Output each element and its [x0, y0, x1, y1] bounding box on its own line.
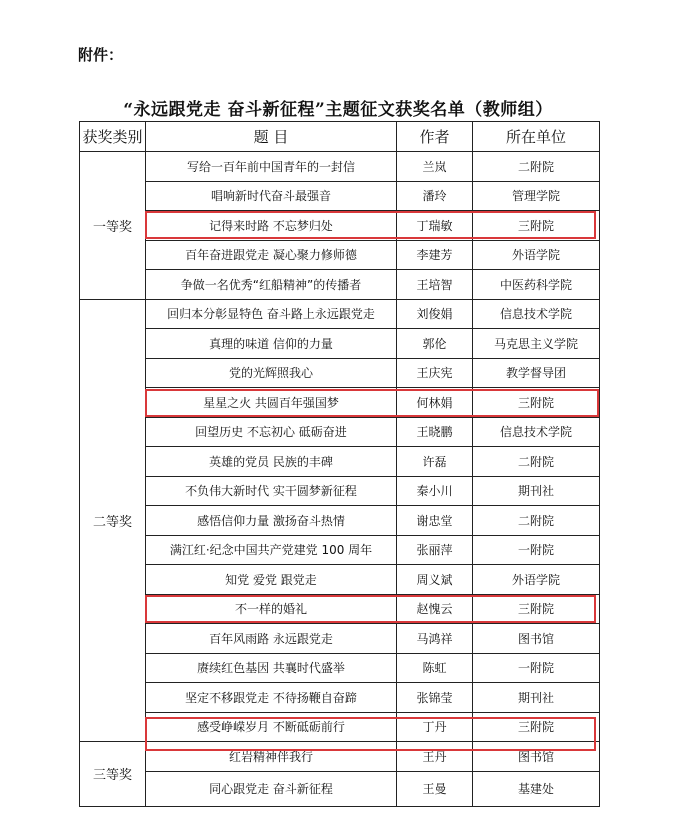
title-cell: 回归本分彰显特色 奋斗路上永远跟党走: [146, 299, 397, 329]
table-row: [80, 152, 600, 182]
title-cell: 百年风雨路 永远跟党走: [146, 624, 397, 654]
author-cell: 赵愧云: [397, 594, 473, 624]
author-cell: 兰岚: [397, 152, 473, 182]
document-title: “永远跟党走 奋斗新征程”主题征文获奖名单（教师组）: [123, 100, 553, 120]
title-cell: 真理的味道 信仰的力量: [146, 329, 397, 359]
unit-cell: 三附院: [473, 388, 600, 418]
author-cell: 丁丹: [397, 712, 473, 742]
table-row: [80, 506, 600, 536]
title-cell: 唱响新时代奋斗最强音: [146, 181, 397, 211]
unit-cell: 外语学院: [473, 565, 600, 595]
table-row: [80, 771, 600, 806]
table-body: [80, 152, 600, 807]
unit-cell: 信息技术学院: [473, 299, 600, 329]
table-row: [80, 683, 600, 713]
author-cell: 秦小川: [397, 476, 473, 506]
author-cell: 刘俊娟: [397, 299, 473, 329]
table-row: [80, 742, 600, 772]
author-cell: 王培智: [397, 270, 473, 300]
header-category: 获奖类别: [80, 122, 146, 152]
author-cell: 王庆宪: [397, 358, 473, 388]
table-row: [80, 299, 600, 329]
table-row: [80, 270, 600, 300]
table-row: [80, 211, 600, 241]
title-cell: 星星之火 共圆百年强国梦: [146, 388, 397, 418]
title-cell: 赓续红色基因 共襄时代盛举: [146, 653, 397, 683]
award-category-cell: 二等奖: [80, 299, 146, 742]
title-cell: 同心跟党走 奋斗新征程: [146, 771, 397, 806]
unit-cell: 信息技术学院: [473, 417, 600, 447]
unit-cell: 三附院: [473, 594, 600, 624]
unit-cell: 图书馆: [473, 742, 600, 772]
title-cell: 知党 爱党 跟党走: [146, 565, 397, 595]
title-cell: 不负伟大新时代 实干圆梦新征程: [146, 476, 397, 506]
table-row: [80, 358, 600, 388]
table-row: [80, 181, 600, 211]
author-cell: 王丹: [397, 742, 473, 772]
title-cell: 写给一百年前中国青年的一封信: [146, 152, 397, 182]
unit-cell: 三附院: [473, 211, 600, 241]
author-cell: 张锦莹: [397, 683, 473, 713]
author-cell: 王曼: [397, 771, 473, 806]
table-row: [80, 388, 600, 418]
author-cell: 许磊: [397, 447, 473, 477]
table-row: [80, 594, 600, 624]
title-cell: 党的光辉照我心: [146, 358, 397, 388]
table-row: [80, 653, 600, 683]
unit-cell: 二附院: [473, 152, 600, 182]
author-cell: 马鸿祥: [397, 624, 473, 654]
table-row: [80, 417, 600, 447]
table-header-row: [80, 122, 600, 152]
unit-cell: 一附院: [473, 653, 600, 683]
award-table: [79, 121, 600, 807]
table-row: [80, 447, 600, 477]
unit-cell: 教学督导团: [473, 358, 600, 388]
table-row: [80, 476, 600, 506]
award-category-cell: 一等奖: [80, 152, 146, 300]
award-category-cell: 三等奖: [80, 742, 146, 807]
table-row: [80, 329, 600, 359]
header-unit: 所在单位: [473, 122, 600, 152]
header-title: 题 目: [146, 122, 397, 152]
unit-cell: 期刊社: [473, 683, 600, 713]
author-cell: 陈虹: [397, 653, 473, 683]
title-cell: 感受峥嵘岁月 不断砥砺前行: [146, 712, 397, 742]
author-cell: 何林娟: [397, 388, 473, 418]
author-cell: 潘玲: [397, 181, 473, 211]
title-cell: 坚定不移跟党走 不待扬鞭自奋蹄: [146, 683, 397, 713]
title-cell: 红岩精神伴我行: [146, 742, 397, 772]
author-cell: 谢忠堂: [397, 506, 473, 536]
unit-cell: 管理学院: [473, 181, 600, 211]
table-row: [80, 240, 600, 270]
unit-cell: 图书馆: [473, 624, 600, 654]
unit-cell: 马克思主义学院: [473, 329, 600, 359]
title-cell: 回望历史 不忘初心 砥砺奋进: [146, 417, 397, 447]
unit-cell: 一附院: [473, 535, 600, 565]
author-cell: 郭伦: [397, 329, 473, 359]
unit-cell: 基建处: [473, 771, 600, 806]
title-cell: 满江红·纪念中国共产党建党 100 周年: [146, 535, 397, 565]
table-row: [80, 712, 600, 742]
unit-cell: 期刊社: [473, 476, 600, 506]
title-cell: 英雄的党员 民族的丰碑: [146, 447, 397, 477]
author-cell: 李建芳: [397, 240, 473, 270]
unit-cell: 中医药科学院: [473, 270, 600, 300]
header-author: 作者: [397, 122, 473, 152]
author-cell: 王晓鹏: [397, 417, 473, 447]
table-row: [80, 565, 600, 595]
unit-cell: 外语学院: [473, 240, 600, 270]
author-cell: 丁瑞敏: [397, 211, 473, 241]
author-cell: 周义斌: [397, 565, 473, 595]
table-row: [80, 535, 600, 565]
title-cell: 百年奋进跟党走 凝心聚力修师德: [146, 240, 397, 270]
title-cell: 记得来时路 不忘梦归处: [146, 211, 397, 241]
title-cell: 感悟信仰力量 激扬奋斗热情: [146, 506, 397, 536]
title-cell: 争做一名优秀“红船精神”的传播者: [146, 270, 397, 300]
author-cell: 张丽萍: [397, 535, 473, 565]
unit-cell: 二附院: [473, 506, 600, 536]
table-row: [80, 624, 600, 654]
title-cell: 不一样的婚礼: [146, 594, 397, 624]
unit-cell: 二附院: [473, 447, 600, 477]
attachment-label: 附件：: [78, 46, 124, 64]
unit-cell: 三附院: [473, 712, 600, 742]
